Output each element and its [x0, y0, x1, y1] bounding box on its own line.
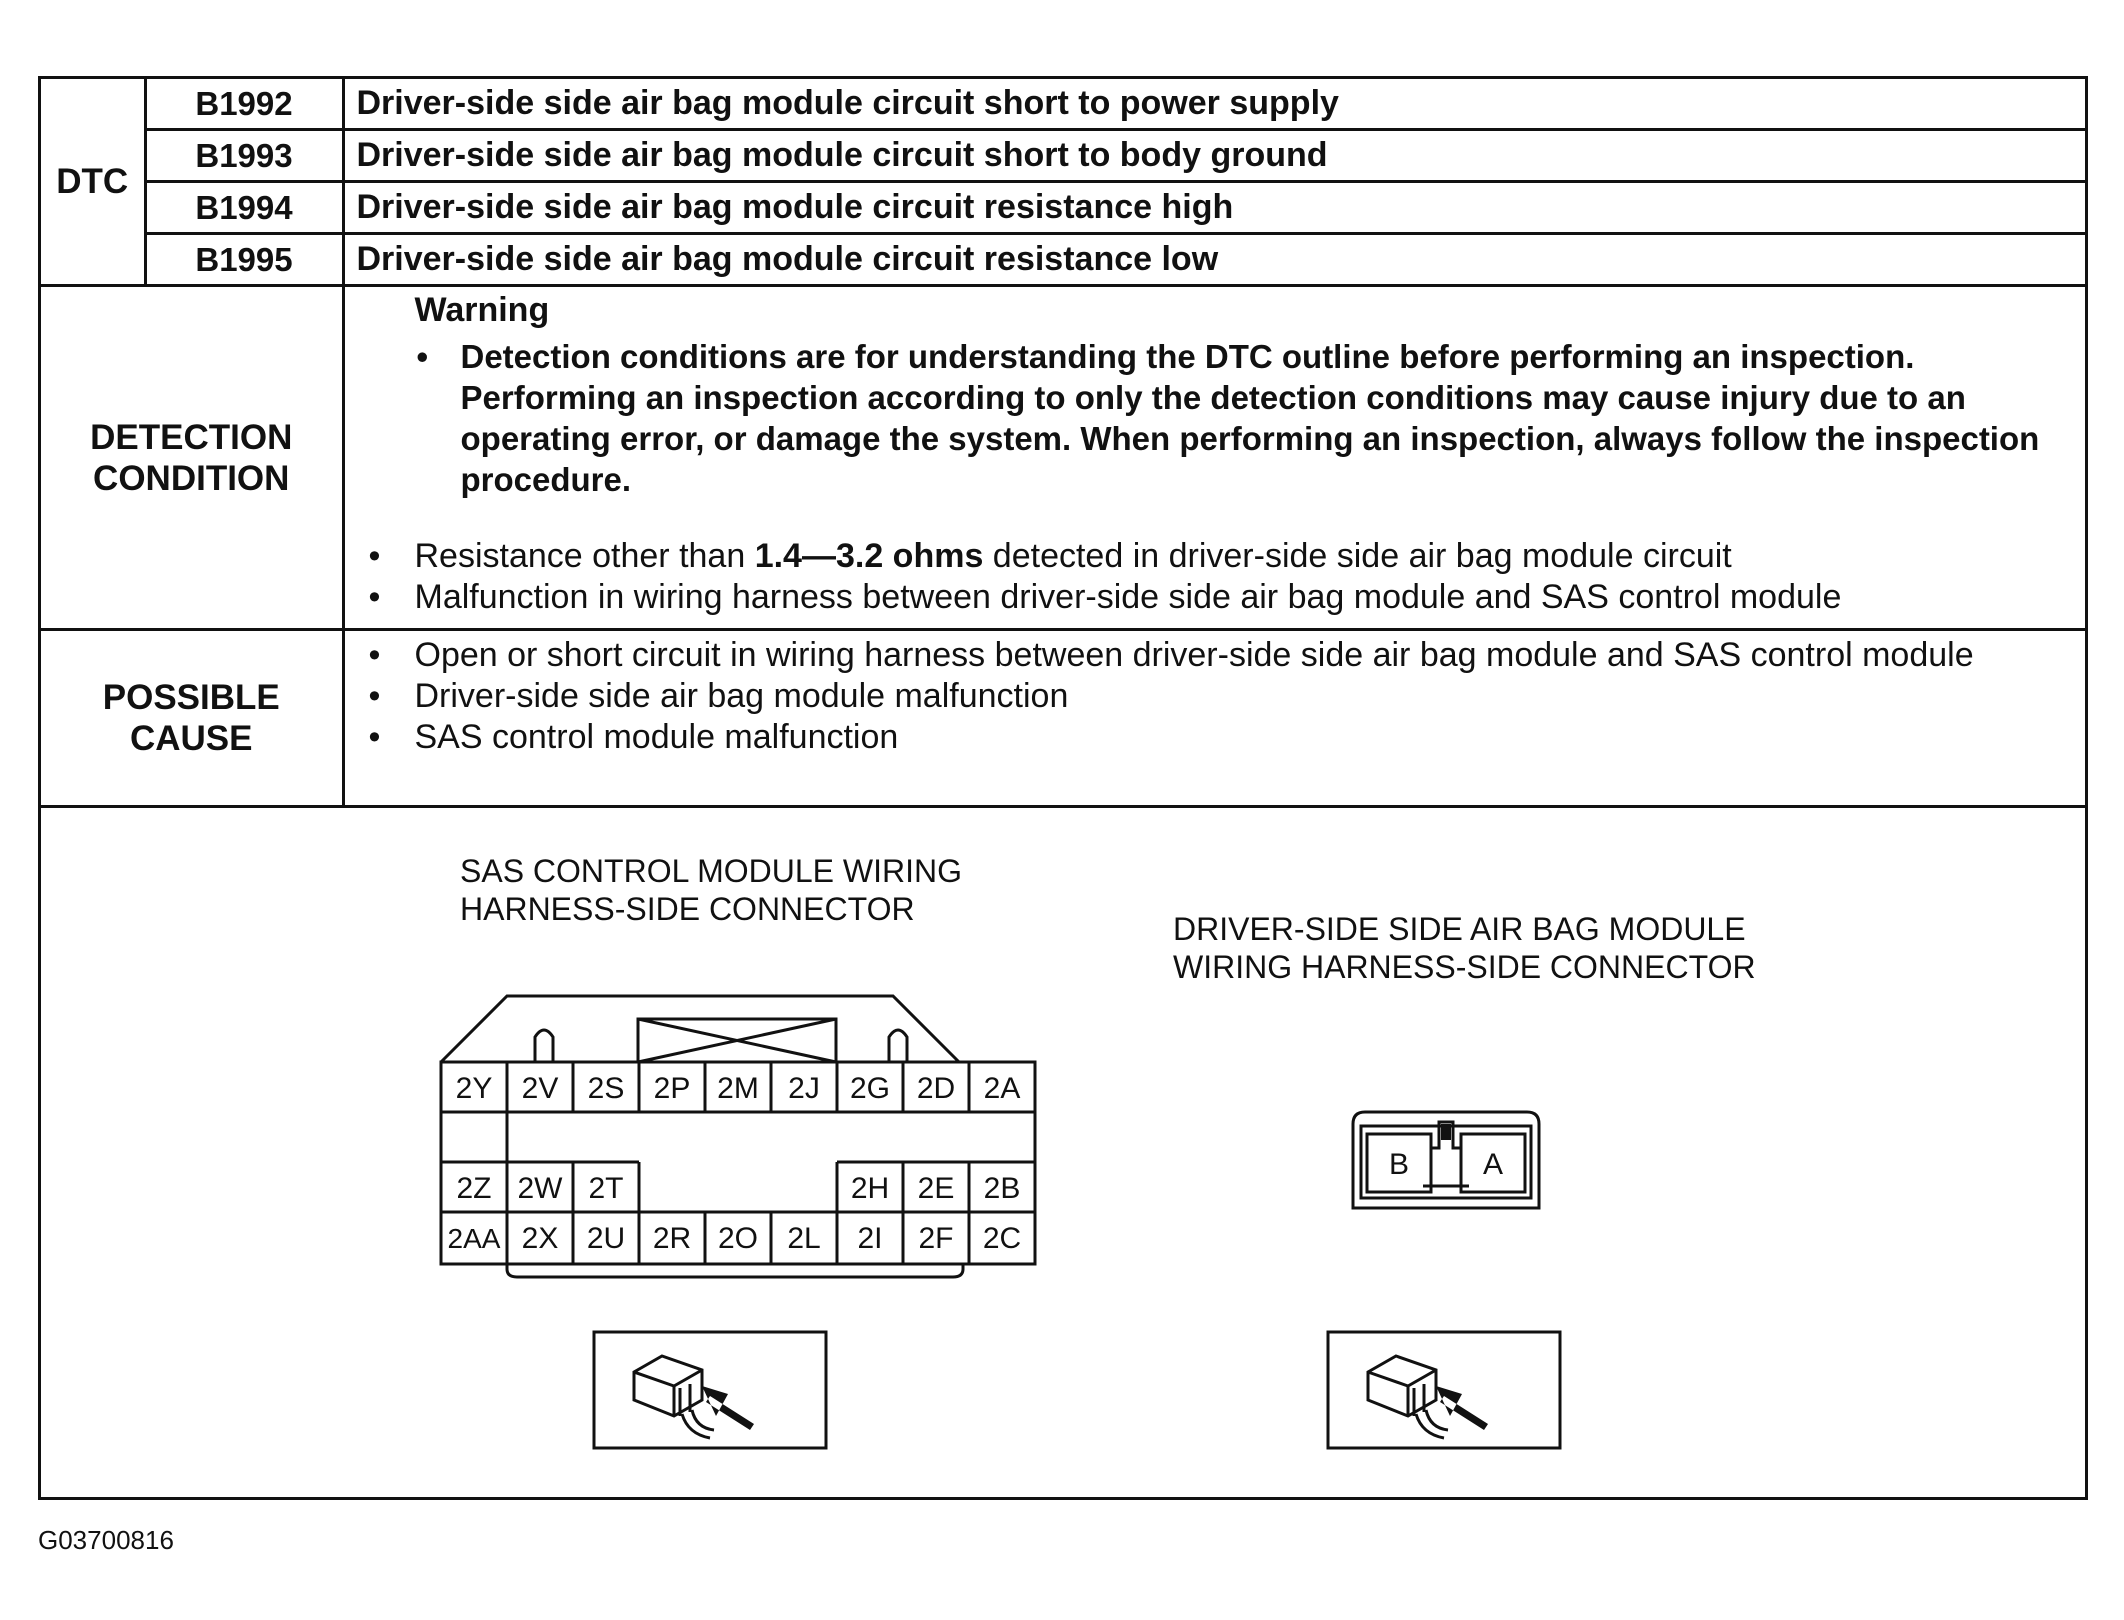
detection-label — [41, 286, 343, 630]
harness-side-view-icon — [592, 1330, 828, 1450]
sas-pin-label: 2M — [717, 1072, 759, 1105]
sas-pin-label: 2R — [652, 1222, 692, 1255]
possible-cause-item: • SAS control module malfunction — [367, 717, 2068, 758]
dtc-description: Driver-side side air bag module circuit resistance high — [343, 182, 2085, 234]
sas-pin-label: 2AA — [447, 1223, 501, 1254]
sas-pin-label: 2X — [521, 1222, 559, 1255]
sas-pin-label: 2V — [521, 1072, 559, 1105]
sas-connector-title-line2: HARNESS-SIDE CONNECTOR — [460, 891, 915, 927]
dtc-table — [41, 79, 2085, 808]
resistance-prefix: Resistance other than — [414, 537, 755, 575]
airbag-connector-title — [1173, 910, 1756, 986]
dtc-row — [41, 130, 2085, 182]
sas-connector-title — [460, 852, 962, 928]
dtc-code: B1993 — [145, 130, 343, 182]
airbag-connector-title-line1: DRIVER-SIDE SIDE AIR BAG MODULE — [1173, 911, 1746, 947]
possible-cause-content — [343, 630, 2085, 807]
dtc-code: B1995 — [145, 234, 343, 286]
possible-cause-row — [41, 630, 2085, 807]
airbag-connector-title-line2: WIRING HARNESS-SIDE CONNECTOR — [1173, 949, 1756, 985]
possible-cause-item: • Driver-side side air bag module malfunction — [367, 676, 2068, 717]
resistance-value: 1.4—3.2 ohms — [754, 537, 984, 575]
detection-label-line2: CONDITION — [93, 458, 290, 498]
warning-list — [415, 336, 2068, 500]
harness-side-view-icon — [1326, 1330, 1562, 1450]
dtc-row — [41, 182, 2085, 234]
detection-label-line1: DETECTION — [90, 417, 293, 457]
sas-pin-label: 2J — [788, 1072, 820, 1105]
sas-pin-label: 2H — [850, 1172, 890, 1205]
detection-list — [367, 536, 2068, 618]
airbag-pin-label: A — [1482, 1148, 1504, 1181]
possible-cause-item: • Open or short circuit in wiring harness between driver-side side air bag module and SAS control module — [367, 635, 2068, 676]
dtc-row — [41, 234, 2085, 286]
dtc-code: B1994 — [145, 182, 343, 234]
dtc-row — [41, 79, 2085, 130]
connector-diagram-area — [41, 806, 2085, 1500]
dtc-sheet — [38, 76, 2088, 1500]
sas-connector-title-line1: SAS CONTROL MODULE WIRING — [460, 853, 962, 889]
sas-pin-label: 2C — [982, 1222, 1022, 1255]
detection-item — [367, 536, 2068, 577]
possible-cause-label — [41, 630, 343, 807]
sas-pin-label: 2O — [717, 1222, 759, 1255]
sas-pin-label: 2A — [983, 1072, 1021, 1105]
sas-pin-label: 2S — [587, 1072, 625, 1105]
sas-pin-label: 2G — [849, 1072, 891, 1105]
warning-title: Warning — [414, 291, 550, 329]
sas-pin-label: 2E — [917, 1172, 955, 1205]
airbag-pin-label: B — [1388, 1148, 1410, 1181]
sas-pin-label: 2T — [588, 1172, 624, 1205]
sas-pin-label: 2W — [517, 1172, 563, 1205]
dtc-description: Driver-side side air bag module circuit short to body ground — [343, 130, 2085, 182]
dtc-description: Driver-side side air bag module circuit short to power supply — [343, 79, 2085, 130]
sas-pin-label: 2I — [857, 1222, 883, 1255]
sas-pin-label: 2F — [918, 1222, 954, 1255]
sas-pin-label: 2B — [983, 1172, 1021, 1205]
possible-cause-label-line1: POSSIBLE — [102, 678, 280, 717]
sas-connector-diagram — [401, 989, 1041, 1255]
airbag-connector-diagram — [1341, 1106, 1551, 1216]
figure-id: G03700816 — [38, 1525, 174, 1555]
resistance-suffix: detected in driver-side side air bag module circuit — [983, 537, 1732, 575]
sas-pin-label: 2P — [653, 1072, 691, 1105]
possible-cause-list — [367, 635, 2068, 758]
possible-cause-label-line2: CAUSE — [129, 719, 253, 758]
sas-pin-label: 2D — [916, 1072, 956, 1105]
sas-pin-label: 2Y — [455, 1072, 493, 1105]
detection-row — [41, 286, 2085, 630]
dtc-description: Driver-side side air bag module circuit resistance low — [343, 234, 2085, 286]
detection-item: • Malfunction in wiring harness between driver-side side air bag module and SAS control module — [367, 577, 2068, 618]
sas-pin-label: 2U — [586, 1222, 626, 1255]
detection-content — [343, 286, 2085, 630]
warning-text: • Detection conditions are for understanding the DTC outline before performing an inspection. Performing an inspection according to only the detection conditions may cause injury due to an operating error, or damage the system. When performing an inspection, always follow the inspection procedure. — [415, 336, 2068, 500]
sas-pin-label: 2L — [787, 1222, 821, 1255]
dtc-label: DTC — [41, 79, 145, 286]
sas-pin-label: 2Z — [456, 1172, 492, 1205]
dtc-code: B1992 — [145, 79, 343, 130]
